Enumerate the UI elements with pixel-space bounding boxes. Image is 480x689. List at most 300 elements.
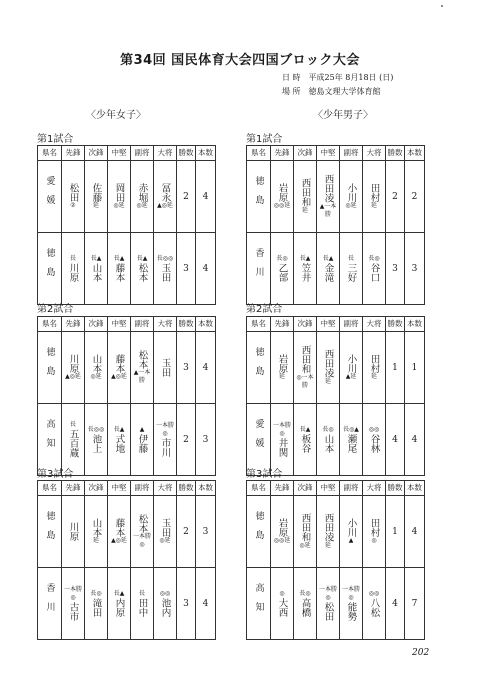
column-header: 中堅 xyxy=(108,146,131,161)
player-name: 川原 xyxy=(67,263,79,282)
result-mark: 長▲ xyxy=(299,255,311,262)
table-header-row xyxy=(247,317,425,332)
player-cell xyxy=(154,404,177,476)
column-header: 勝数 xyxy=(386,146,405,161)
result-mark: ▲ xyxy=(348,537,354,544)
column-header: 中堅 xyxy=(108,481,131,496)
boys-match-label: 第1試合 xyxy=(246,134,283,145)
result-mark: ◎◎延 xyxy=(273,537,291,544)
place-label: 場 所 xyxy=(282,87,301,96)
result-mark: 長 xyxy=(69,421,76,429)
girls-match-table xyxy=(37,316,216,476)
player-name: 田村 xyxy=(368,518,380,537)
prefecture-label: 徳島 xyxy=(44,248,55,286)
player-cell xyxy=(363,161,386,233)
player-name: 内原 xyxy=(113,598,125,617)
column-header: 先鋒 xyxy=(62,317,85,332)
column-header: 勝数 xyxy=(386,317,405,332)
player-cell xyxy=(131,568,154,640)
result-mark: 長 xyxy=(347,255,354,262)
player-cell xyxy=(317,496,340,568)
column-header: 県名 xyxy=(247,317,271,332)
prefecture-name xyxy=(247,161,271,233)
player-cell xyxy=(363,568,386,640)
player-name: 西田和 xyxy=(299,345,311,374)
player-cell xyxy=(294,568,317,640)
result-mark: 長◎ xyxy=(90,590,102,597)
result-mark: 長◎◎ xyxy=(156,255,174,262)
player-cell xyxy=(271,568,294,640)
player-name: 池内 xyxy=(159,598,171,617)
team-row xyxy=(38,496,216,568)
column-header: 勝数 xyxy=(177,481,196,496)
boys-match-label: 第3試合 xyxy=(246,469,283,480)
result-mark: 一本勝◎ xyxy=(132,533,151,548)
player-name: 田村 xyxy=(368,354,380,373)
division-boys-heading: 〈少年男子〉 xyxy=(313,110,373,121)
player-name: 田中 xyxy=(136,598,148,617)
table-header-row xyxy=(38,146,216,161)
team-row xyxy=(247,161,425,233)
player-name: 川原 xyxy=(67,354,79,373)
player-cell xyxy=(271,233,294,305)
player-name: 市川 xyxy=(159,438,171,457)
result-mark: 長▲ xyxy=(113,255,125,262)
wins-count: 3 xyxy=(386,233,405,305)
column-header: 中堅 xyxy=(317,481,340,496)
points-count: 3 xyxy=(196,404,216,476)
girls-match-label: 第1試合 xyxy=(37,134,74,145)
result-mark: 長◎ xyxy=(276,255,288,262)
player-cell xyxy=(108,233,131,305)
team-row xyxy=(38,332,216,404)
result-mark: ▲ xyxy=(139,426,145,433)
points-count: 2 xyxy=(405,161,425,233)
player-cell xyxy=(62,161,85,233)
player-cell xyxy=(154,233,177,305)
column-header: 副将 xyxy=(340,146,363,161)
result-mark: ◎◎ xyxy=(159,590,171,597)
player-name: 岩原 xyxy=(276,183,288,202)
player-name: 小川 xyxy=(345,354,357,373)
event-date xyxy=(282,72,401,83)
column-header: 県名 xyxy=(38,317,62,332)
team-row xyxy=(38,233,216,305)
date-label: 日 時 xyxy=(282,73,301,82)
player-name: 佐藤 xyxy=(90,183,102,202)
player-name: 藤本 xyxy=(113,354,125,373)
result-mark: 長 xyxy=(138,590,145,597)
player-cell xyxy=(85,332,108,404)
event-place xyxy=(282,86,389,97)
prefecture-name xyxy=(247,496,271,568)
player-cell xyxy=(294,404,317,476)
prefecture-label: 徳島 xyxy=(253,176,264,214)
prefecture-label: 愛媛 xyxy=(253,419,264,457)
player-name: 板谷 xyxy=(299,434,311,453)
player-cell xyxy=(340,404,363,476)
result-mark: 長▲ xyxy=(90,255,102,262)
points-count: 3 xyxy=(196,496,216,568)
player-cell xyxy=(154,496,177,568)
player-cell xyxy=(363,233,386,305)
player-name: 八松 xyxy=(368,598,380,617)
player-cell xyxy=(340,161,363,233)
player-name: 山本 xyxy=(90,354,102,373)
player-cell xyxy=(154,568,177,640)
page-number: 202 xyxy=(412,648,430,658)
points-count: 4 xyxy=(196,332,216,404)
player-name: 松田 xyxy=(67,183,79,202)
wins-count: 3 xyxy=(177,332,196,404)
column-header: 次鋒 xyxy=(85,146,108,161)
result-mark: ◎◎ xyxy=(368,590,380,597)
player-name: 冨永 xyxy=(159,183,171,202)
player-cell xyxy=(131,404,154,476)
result-mark: ▲◎延 xyxy=(65,373,81,380)
team-row xyxy=(247,332,425,404)
column-header: 本数 xyxy=(405,146,425,161)
player-cell xyxy=(317,161,340,233)
result-mark: 一本勝◎ xyxy=(272,422,291,437)
column-header: 副将 xyxy=(131,146,154,161)
player-name: 田村 xyxy=(368,183,380,202)
player-cell xyxy=(271,496,294,568)
column-header: 次鋒 xyxy=(294,317,317,332)
player-name: 小川 xyxy=(345,183,357,202)
table-header-row xyxy=(247,146,425,161)
result-mark: 延 xyxy=(278,373,285,380)
column-header: 県名 xyxy=(247,481,271,496)
points-count: 7 xyxy=(405,568,425,640)
points-count: 4 xyxy=(196,233,216,305)
wins-count: 2 xyxy=(177,404,196,476)
team-row xyxy=(247,233,425,305)
player-name: 高橋 xyxy=(299,598,311,617)
result-mark: ◎延 xyxy=(136,202,148,209)
result-mark: ▲◎延 xyxy=(111,373,127,380)
result-mark: ◎ xyxy=(371,537,377,544)
player-name: 山本 xyxy=(90,518,102,537)
column-header: 次鋒 xyxy=(294,481,317,496)
player-cell xyxy=(85,568,108,640)
result-mark: 長▲ xyxy=(322,255,334,262)
result-mark: ▲◎延 xyxy=(157,202,173,209)
wins-count: 2 xyxy=(177,161,196,233)
player-cell xyxy=(108,332,131,404)
result-mark: ▲一本勝 xyxy=(133,369,151,384)
boys-match-table xyxy=(246,480,425,640)
player-cell xyxy=(85,233,108,305)
column-header: 先鋒 xyxy=(271,146,294,161)
player-cell xyxy=(317,233,340,305)
player-cell xyxy=(294,161,317,233)
wins-count: 2 xyxy=(386,161,405,233)
player-name: 玉田 xyxy=(159,263,171,282)
girls-match-label: 第2試合 xyxy=(37,304,74,315)
result-mark: ◎◎延 xyxy=(273,202,291,209)
girls-match-table xyxy=(37,480,216,640)
column-header: 本数 xyxy=(196,317,216,332)
prefecture-label: 徳島 xyxy=(253,347,264,385)
player-name: 西田和 xyxy=(299,513,311,542)
result-mark: 一本勝◎ xyxy=(341,586,360,601)
column-header: 副将 xyxy=(340,481,363,496)
result-mark: 延 xyxy=(92,537,99,544)
player-cell xyxy=(108,404,131,476)
player-name: 小川 xyxy=(345,518,357,537)
team-row xyxy=(247,568,425,640)
prefecture-name xyxy=(38,233,62,305)
column-header: 大将 xyxy=(154,481,177,496)
prefecture-label: 香川 xyxy=(44,583,55,621)
prefecture-label: 香川 xyxy=(253,248,264,286)
player-name: 伊藤 xyxy=(136,434,148,453)
player-name: 松田 xyxy=(322,602,334,621)
result-mark: 長▲ xyxy=(136,255,148,262)
result-mark: 延 xyxy=(370,202,377,209)
wins-count: 4 xyxy=(386,568,405,640)
player-cell xyxy=(62,233,85,305)
column-header: 大将 xyxy=(154,317,177,332)
player-name: 三好 xyxy=(345,263,357,282)
player-cell xyxy=(294,496,317,568)
column-header: 本数 xyxy=(196,481,216,496)
player-cell xyxy=(154,161,177,233)
player-name: 大西 xyxy=(276,598,288,617)
result-mark: ▲一本勝 xyxy=(319,202,337,218)
prefecture-name xyxy=(247,332,271,404)
result-mark: 延 xyxy=(324,377,331,385)
player-cell xyxy=(340,233,363,305)
player-name: 瀬尾 xyxy=(345,434,357,453)
result-mark: 長▲ xyxy=(113,590,125,597)
column-header: 中堅 xyxy=(317,317,340,332)
result-mark: 延 xyxy=(324,541,331,549)
prefecture-name xyxy=(38,568,62,640)
column-header: 副将 xyxy=(340,317,363,332)
player-cell xyxy=(294,233,317,305)
player-name: 乙部 xyxy=(276,263,288,282)
prefecture-label: 愛媛 xyxy=(44,176,55,214)
column-header: 大将 xyxy=(363,317,386,332)
player-cell xyxy=(363,332,386,404)
column-header: 勝数 xyxy=(177,146,196,161)
table-header-row xyxy=(38,317,216,332)
player-name: 谷口 xyxy=(368,263,380,282)
prefecture-label: 徳島 xyxy=(44,347,55,385)
result-mark: 一本勝◎ xyxy=(63,586,82,601)
result-mark: 長 xyxy=(69,255,76,262)
column-header: 勝数 xyxy=(177,317,196,332)
player-name: 谷林 xyxy=(368,434,380,453)
result-mark: ◎延 xyxy=(159,537,171,544)
player-cell xyxy=(108,568,131,640)
player-cell xyxy=(294,332,317,404)
column-header: 県名 xyxy=(247,146,271,161)
prefecture-label: 徳島 xyxy=(44,511,55,549)
division-girls-heading: 〈少年女子〉 xyxy=(86,110,146,121)
player-name: 滝田 xyxy=(90,598,102,617)
column-header: 勝数 xyxy=(386,481,405,496)
result-mark: 延 xyxy=(92,202,99,209)
column-header: 次鋒 xyxy=(294,146,317,161)
player-cell xyxy=(108,161,131,233)
column-header: 副将 xyxy=(131,481,154,496)
points-count: 4 xyxy=(405,496,425,568)
result-mark: 長◎ xyxy=(299,590,311,597)
boys-match-table xyxy=(246,316,425,476)
column-header: 先鋒 xyxy=(271,481,294,496)
result-mark: ◎延 xyxy=(345,202,357,209)
points-count: 4 xyxy=(196,568,216,640)
prefecture-name xyxy=(38,332,62,404)
girls-match-table xyxy=(37,145,216,305)
player-cell xyxy=(108,496,131,568)
player-name: 岩原 xyxy=(276,354,288,373)
player-name: 西田凌 xyxy=(322,349,334,378)
result-mark: 長◎ xyxy=(368,255,380,262)
player-name: 山本 xyxy=(322,434,334,453)
result-mark: 一本勝◎ xyxy=(155,422,174,437)
column-header: 先鋒 xyxy=(271,317,294,332)
result-mark: ▲延 xyxy=(345,373,357,380)
prefecture-name xyxy=(247,568,271,640)
result-mark: ◎延 xyxy=(113,202,125,209)
wins-count: 1 xyxy=(386,496,405,568)
wins-count: 1 xyxy=(386,332,405,404)
team-row xyxy=(38,161,216,233)
column-header: 大将 xyxy=(154,146,177,161)
boys-match-label: 第2試合 xyxy=(246,304,283,315)
prefecture-name xyxy=(38,161,62,233)
column-header: 本数 xyxy=(405,481,425,496)
player-cell xyxy=(363,496,386,568)
result-mark: 長▲ xyxy=(299,426,311,433)
boys-match-table xyxy=(246,145,425,305)
player-cell xyxy=(85,496,108,568)
player-cell xyxy=(363,404,386,476)
points-count: 3 xyxy=(405,233,425,305)
player-name: 金滝 xyxy=(322,263,334,282)
prefecture-label: 高知 xyxy=(253,583,264,621)
player-name: 西田凌 xyxy=(322,513,334,542)
player-name: 式地 xyxy=(113,434,125,453)
player-cell xyxy=(62,568,85,640)
result-mark: ▲◎延 xyxy=(111,537,127,544)
place-value: 徳島文理大学体育館 xyxy=(308,87,381,96)
player-name: 藤本 xyxy=(113,263,125,282)
result-mark: 延 xyxy=(370,373,377,380)
wins-count: 3 xyxy=(177,233,196,305)
wins-count: 3 xyxy=(177,568,196,640)
result-mark: 延 xyxy=(301,206,308,214)
column-header: 大将 xyxy=(363,481,386,496)
team-row xyxy=(38,568,216,640)
prefecture-name xyxy=(247,233,271,305)
player-cell xyxy=(131,496,154,568)
column-header: 県名 xyxy=(38,146,62,161)
player-name: 山本 xyxy=(90,263,102,282)
player-cell xyxy=(340,332,363,404)
date-value: 平成25年 8月18日 (日) xyxy=(308,73,394,82)
result-mark: ◎一本勝 xyxy=(296,373,314,389)
scan-speck xyxy=(441,5,443,7)
result-mark: ◎ xyxy=(279,590,285,597)
player-name: 西田凌 xyxy=(322,174,334,203)
points-count: 4 xyxy=(405,404,425,476)
result-mark: ② xyxy=(70,202,76,209)
player-cell xyxy=(131,332,154,404)
player-cell xyxy=(340,568,363,640)
girls-match-label: 第3試合 xyxy=(37,469,74,480)
player-name: 松本 xyxy=(136,514,148,533)
player-name: 玉田 xyxy=(159,358,171,377)
player-cell xyxy=(317,568,340,640)
player-name: 川原 xyxy=(67,522,79,541)
player-name: 能勢 xyxy=(345,602,357,621)
player-name: 玉田 xyxy=(159,518,171,537)
table-header-row xyxy=(247,481,425,496)
player-name: 松本 xyxy=(136,350,148,369)
column-header: 中堅 xyxy=(317,146,340,161)
result-mark: 長◎ xyxy=(322,426,334,433)
player-cell xyxy=(131,161,154,233)
column-header: 次鋒 xyxy=(85,317,108,332)
wins-count: 4 xyxy=(386,404,405,476)
player-cell xyxy=(62,496,85,568)
result-mark: ◎◎ xyxy=(368,426,380,433)
table-header-row xyxy=(38,481,216,496)
player-name: 池上 xyxy=(90,434,102,453)
player-cell xyxy=(85,161,108,233)
player-name: 赤堀 xyxy=(136,183,148,202)
column-header: 次鋒 xyxy=(85,481,108,496)
player-cell xyxy=(317,404,340,476)
column-header: 先鋒 xyxy=(62,481,85,496)
result-mark: 長▲ xyxy=(113,426,125,433)
column-header: 中堅 xyxy=(108,317,131,332)
column-header: 県名 xyxy=(38,481,62,496)
player-name: 岡田 xyxy=(113,183,125,202)
player-name: 松本 xyxy=(136,263,148,282)
column-header: 先鋒 xyxy=(62,146,85,161)
result-mark: ◎延 xyxy=(90,373,102,380)
team-row xyxy=(247,496,425,568)
result-mark: ◎延 xyxy=(299,541,311,549)
player-name: 井関 xyxy=(276,438,288,457)
player-name: 西田和 xyxy=(299,178,311,207)
column-header: 本数 xyxy=(405,317,425,332)
prefecture-label: 高知 xyxy=(44,419,55,457)
player-cell xyxy=(271,332,294,404)
player-cell xyxy=(317,332,340,404)
prefecture-label: 徳島 xyxy=(253,511,264,549)
player-cell xyxy=(271,161,294,233)
result-mark: 一本勝◎ xyxy=(318,586,337,601)
player-cell xyxy=(131,233,154,305)
column-header: 副将 xyxy=(131,317,154,332)
column-header: 大将 xyxy=(363,146,386,161)
player-name: 古市 xyxy=(67,602,79,621)
result-mark: 長◎◎ xyxy=(87,426,105,433)
player-name: 五百蔵 xyxy=(67,429,79,458)
points-count: 4 xyxy=(196,161,216,233)
player-cell xyxy=(154,332,177,404)
player-cell xyxy=(340,496,363,568)
player-cell xyxy=(62,332,85,404)
column-header: 本数 xyxy=(196,146,216,161)
